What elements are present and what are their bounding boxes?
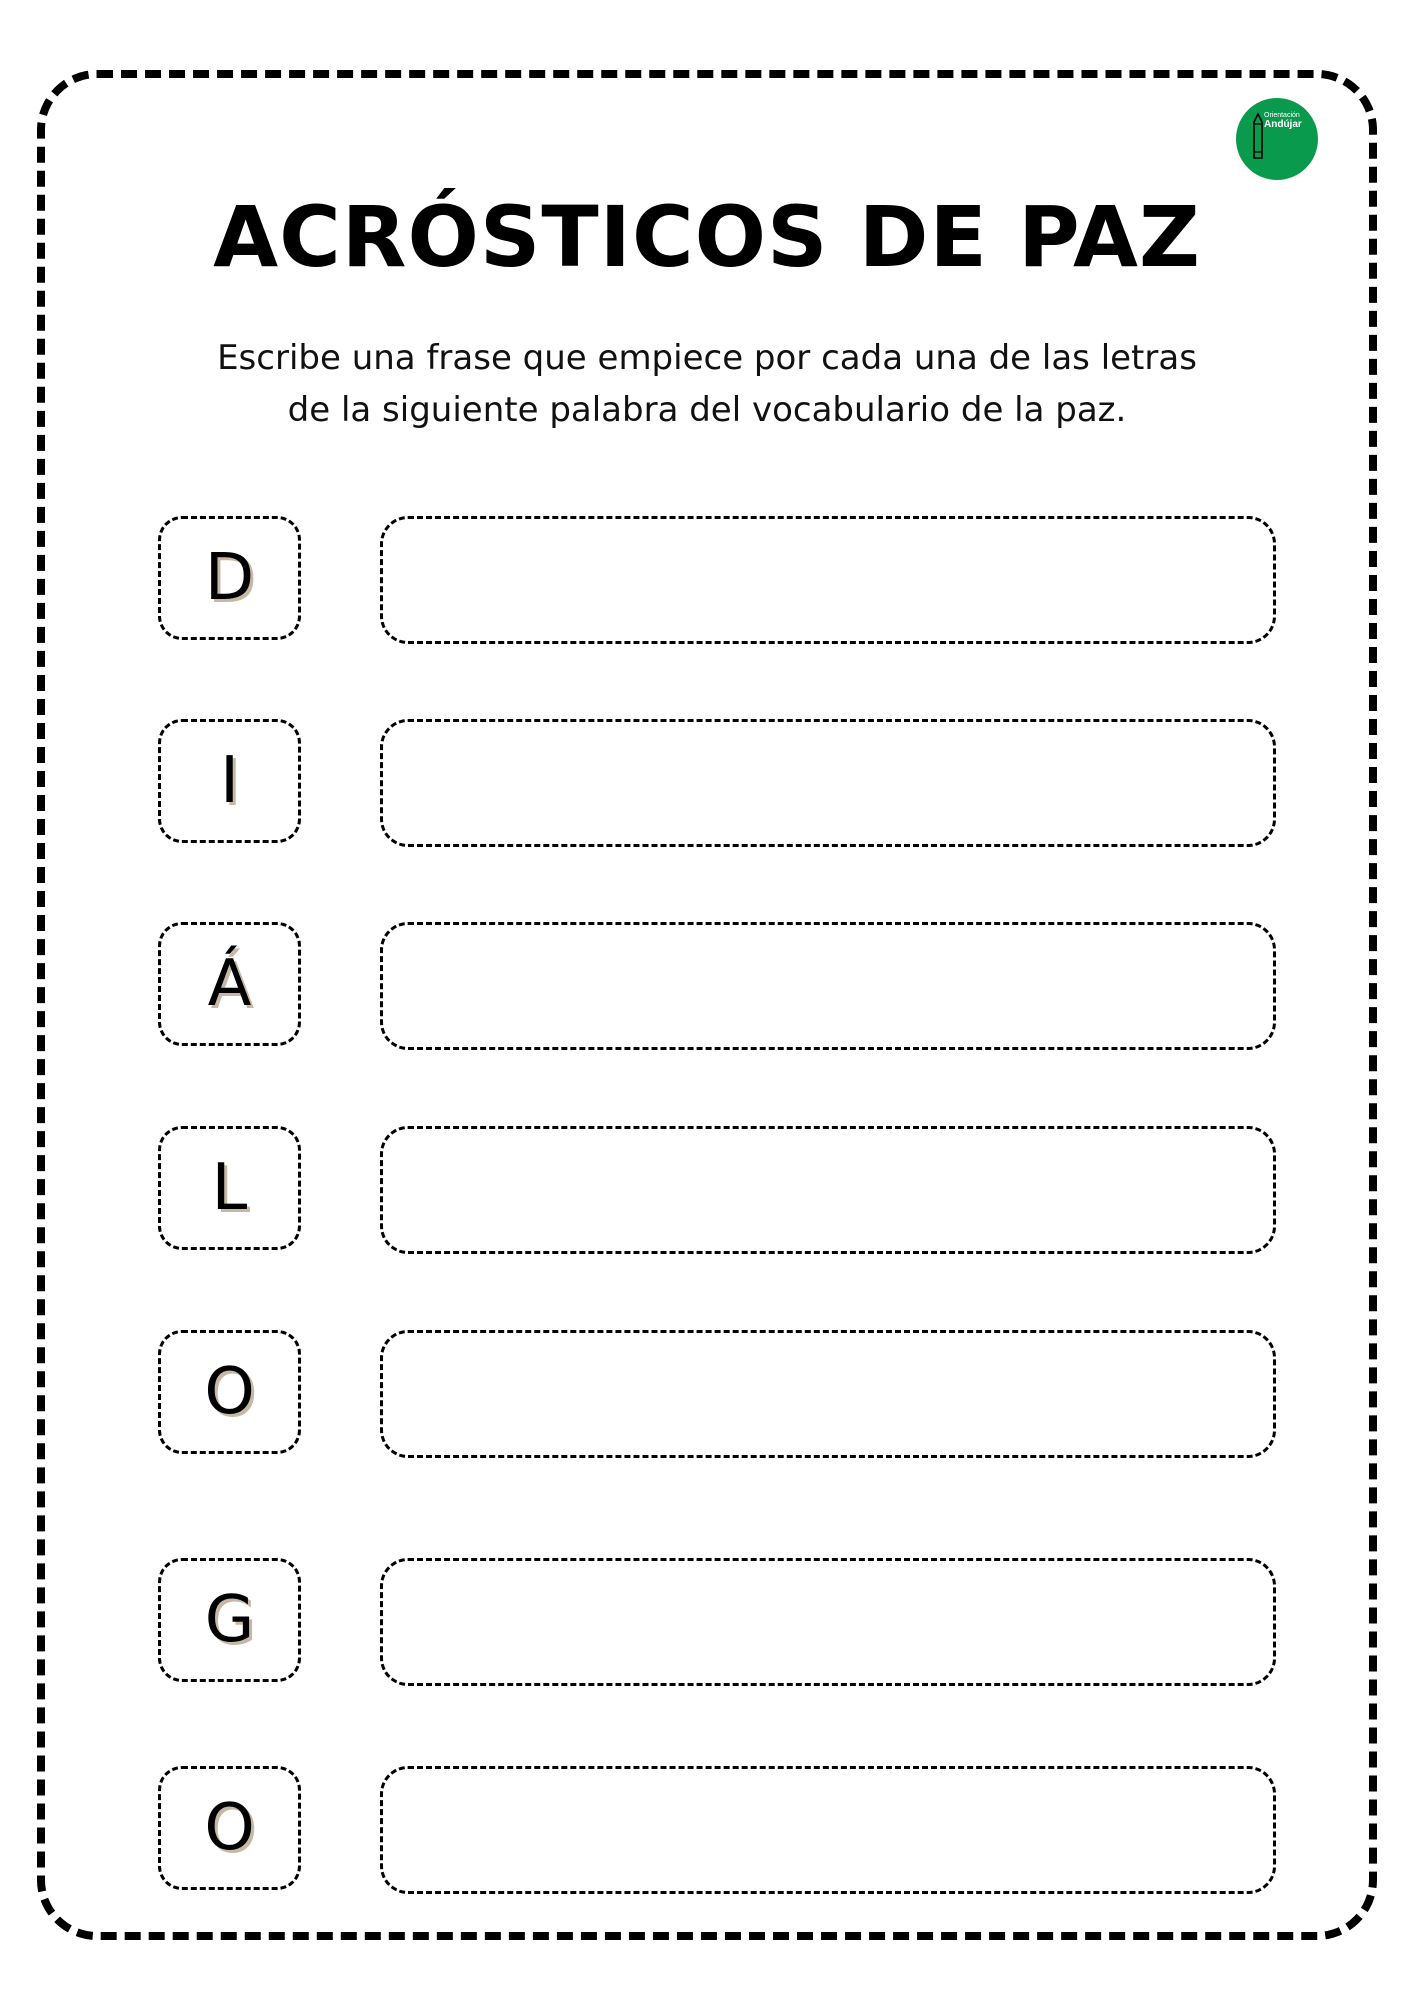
answer-field[interactable] bbox=[380, 719, 1276, 847]
pencil-icon bbox=[1252, 112, 1264, 162]
answer-field[interactable] bbox=[380, 1330, 1276, 1458]
acrostic-row bbox=[0, 1126, 1414, 1254]
letter-box: I bbox=[158, 719, 301, 843]
acrostic-row bbox=[0, 1330, 1414, 1458]
answer-field[interactable] bbox=[380, 1766, 1276, 1894]
answer-field[interactable] bbox=[380, 516, 1276, 644]
instructions-line2: de la siguiente palabra del vocabulario de la paz. bbox=[287, 390, 1127, 430]
acrostic-row bbox=[0, 719, 1414, 847]
letter-box: O bbox=[158, 1766, 301, 1890]
letter-box: D bbox=[158, 516, 301, 640]
instructions bbox=[150, 332, 1264, 436]
acrostic-row bbox=[0, 1558, 1414, 1686]
answer-field[interactable] bbox=[380, 1126, 1276, 1254]
acrostic-row bbox=[0, 516, 1414, 644]
instructions-line1: Escribe una frase que empiece por cada una de las letras bbox=[217, 338, 1197, 378]
letter-box: G bbox=[158, 1558, 301, 1682]
letter-box: O bbox=[158, 1330, 301, 1454]
page-title: ACRÓSTICOS DE PAZ bbox=[213, 188, 1201, 286]
logo-text-line2: Andújar bbox=[1264, 119, 1302, 130]
acrostic-row bbox=[0, 922, 1414, 1050]
answer-field[interactable] bbox=[380, 922, 1276, 1050]
letter-box: L bbox=[158, 1126, 301, 1250]
letter-box: Á bbox=[158, 922, 301, 1046]
orientacion-andujar-logo bbox=[1236, 98, 1318, 180]
logo-text-line1: Orientación bbox=[1264, 112, 1300, 119]
answer-field[interactable] bbox=[380, 1558, 1276, 1686]
acrostic-row bbox=[0, 1766, 1414, 1894]
